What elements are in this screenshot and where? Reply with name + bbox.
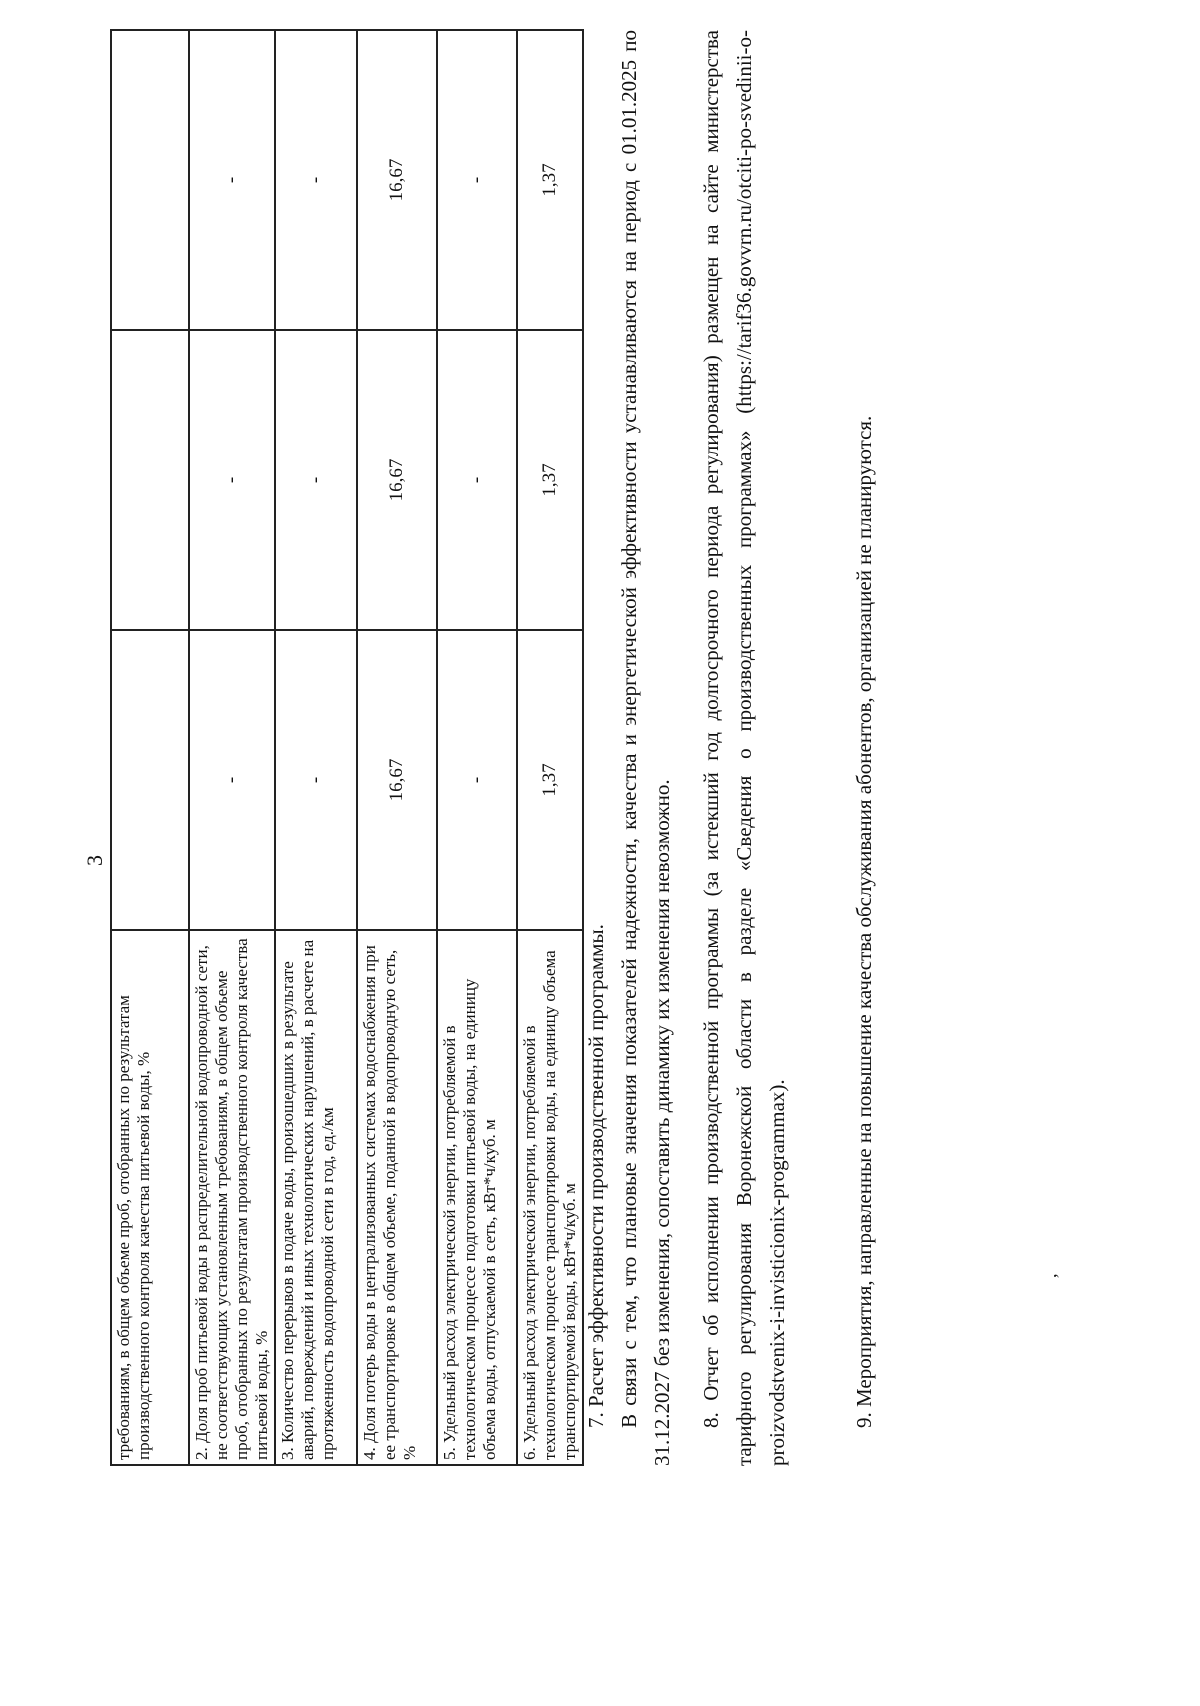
indicator-value-2025: - (437, 630, 517, 930)
page-number: 3 (82, 855, 107, 866)
section-8-text: 8. Отчет об исполнении производственной программы (за истекший год долгосрочного периода регулирования) размещен на сайте министерства тарифного регулирования Воронежской области в разделе «Сведения о производственных программах» (https://tarif36.govvrn.ru/otciti-po-svedinii-o-proizvodstvenix-i-invisticionix-programmax). (699, 30, 789, 1466)
indicator-value-2026: - (275, 330, 357, 630)
section-7 (580, 30, 679, 1466)
table-row (275, 30, 357, 1465)
section-7-heading: 7. Расчет эффективности производственной программы. (584, 924, 608, 1428)
indicator-value-2025 (111, 630, 189, 930)
indicator-name: 5. Удельный расход электрической энергии, потребляемой в технологическом процессе подготовки питьевой воды, на единицу объема воды, отпускаемой в сеть, кВт*ч/куб. м (437, 930, 517, 1465)
indicator-value-2027: 16,67 (357, 30, 437, 330)
indicator-name: 4. Доля потерь воды в централизованных системах водоснабжения при ее транспортировке в общем объеме, поданной в водопроводную сеть, % (357, 930, 437, 1465)
indicator-value-2025: 1,37 (517, 630, 583, 930)
indicator-value-2027: - (437, 30, 517, 330)
indicator-value-2027 (111, 30, 189, 330)
indicator-value-2025: 16,67 (357, 630, 437, 930)
indicator-name: 2. Доля проб питьевой воды в распределительной водопроводной сети, не соответствующих установленным требованиям, в общем объеме проб, отобранных по результатам производственного контроля качества питьевой воды, % (189, 930, 275, 1465)
indicator-value-2026: - (437, 330, 517, 630)
indicator-value-2026: 1,37 (517, 330, 583, 630)
indicator-value-2026: 16,67 (357, 330, 437, 630)
table-row (517, 30, 583, 1465)
indicator-name: 3. Количество перерывов в подаче воды, произошедших в результате аварий, повреждений и иных технологических нарушений, в расчете на протяженность водопроводной сети в год, ед./км (275, 930, 357, 1465)
table-row (437, 30, 517, 1465)
indicator-value-2025: - (275, 630, 357, 930)
indicator-value-2027: 1,37 (517, 30, 583, 330)
indicator-value-2027: - (275, 30, 357, 330)
indicator-value-2026 (111, 330, 189, 630)
indicator-name: 6. Удельный расход электрической энергии, потребляемой в технологическом процессе транспортировки воды, на единицу объема транспортируемой воды, кВт*ч/куб. м (517, 930, 583, 1465)
table-row (189, 30, 275, 1465)
section-9-text: 9. Мероприятия, направленные на повышение качества обслуживания абонентов, организацией не планируются. (852, 415, 876, 1428)
indicator-value-2026: - (189, 330, 275, 630)
table-row (111, 30, 189, 1465)
stray-mark: , (1040, 1273, 1060, 1278)
indicator-value-2025: - (189, 630, 275, 930)
section-7-text: В связи с тем, что плановые значения показателей надежности, качества и энергетической эффективности устанавливаются на период с 01.01.2025 по 31.12.2027 без изменения, сопоставить динамику их изменения невозможно. (617, 30, 674, 1466)
indicator-name: требованиям, в общем объеме проб, отобранных по результатам производственного контроля качества питьевой воды, % (111, 930, 189, 1465)
indicator-value-2027: - (189, 30, 275, 330)
indicators-table (110, 29, 584, 1466)
table-row (357, 30, 437, 1465)
